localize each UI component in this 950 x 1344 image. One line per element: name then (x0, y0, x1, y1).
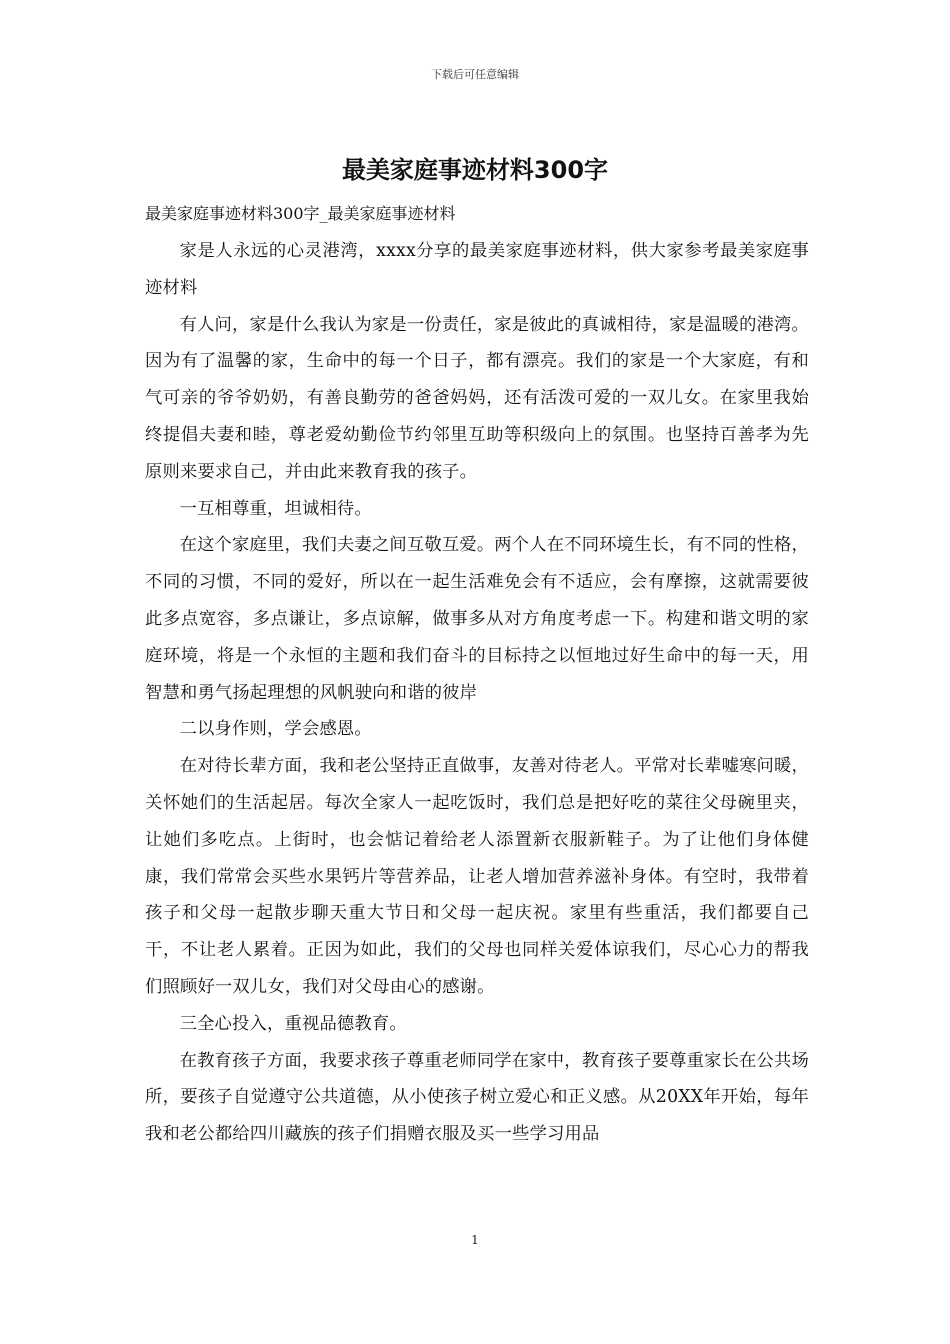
page-header-note: 下载后可任意编辑 (431, 68, 519, 81)
page-number: 1 (471, 1233, 479, 1247)
paragraph-intro: 家是人永远的心灵港湾，xxxx分享的最美家庭事迹材料，供大家参考最美家庭事迹材料 (145, 241, 809, 298)
paragraph-moral-education: 在教育孩子方面，我要求孩子尊重老师同学在家中，教育孩子要尊重家长在公共场所，要孩子自觉遵守公共道德，从小使孩子树立爱心和正义感。从20XX年开始，每年我和老公都给四川藏族的孩子们捐赠衣服及买一些学习用品 (145, 1050, 809, 1145)
section-heading-lead-by-example: 二以身作则，学会感恩。 (179, 719, 372, 740)
section-heading-mutual-respect: 一互相尊重，坦诚相待。 (179, 498, 372, 519)
paragraph-lead-by-example: 在对待长辈方面，我和老公坚持正直做事，友善对待老人。平常对长辈嘘寒问暖，关怀她们的生活起居。每次全家人一起吃饭时，我们总是把好吃的菜往父母碗里夹，让她们多吃点。上街时，也会惦记着给老人添置新衣服新鞋子。为了让他们身体健康，我们常常会买些水果钙片等营养品，让老人增加营养滋补身体。有空时，我带着孩子和父母一起散步聊天重大节日和父母一起庆祝。家里有些重活，我们都要自己干，不让老人累着。正因为如此，我们的父母也同样关爱体谅我们，尽心心力的帮我们照顾好一双儿女，我们对父母由心的感谢。 (145, 756, 809, 997)
page-title: 最美家庭事迹材料300字 (341, 156, 609, 184)
document-subtitle: 最美家庭事迹材料300字_最美家庭事迹材料 (145, 204, 456, 223)
paragraph-mutual-respect: 在这个家庭里，我们夫妻之间互敬互爱。两个人在不同环境生长，有不同的性格，不同的习惯，不同的爱好，所以在一起生活难免会有不适应，会有摩擦，这就需要彼此多点宽容，多点谦让，多点谅解，做事多从对方角度考虑一下。构建和谐文明的家庭环境，将是一个永恒的主题和我们奋斗的目标持之以恒地过好生命中的每一天，用智慧和勇气扬起理想的风帆驶向和谐的彼岸 (145, 535, 809, 703)
section-heading-moral-education: 三全心投入，重视品德教育。 (179, 1013, 407, 1034)
paragraph-family-meaning: 有人问，家是什么我认为家是一份责任，家是彼此的真诚相待，家是温暖的港湾。因为有了温馨的家，生命中的每一个日子，都有漂亮。我们的家是一个大家庭，有和气可亲的爷爷奶奶，有善良勤劳的爸爸妈妈，还有活泼可爱的一双儿女。在家里我始终提倡夫妻和睦，尊老爱幼勤俭节约邻里互助等积级向上的氛围。也坚持百善孝为先原则来要求自己，并由此来教育我的孩子。 (145, 314, 809, 482)
document-body (145, 233, 809, 1153)
